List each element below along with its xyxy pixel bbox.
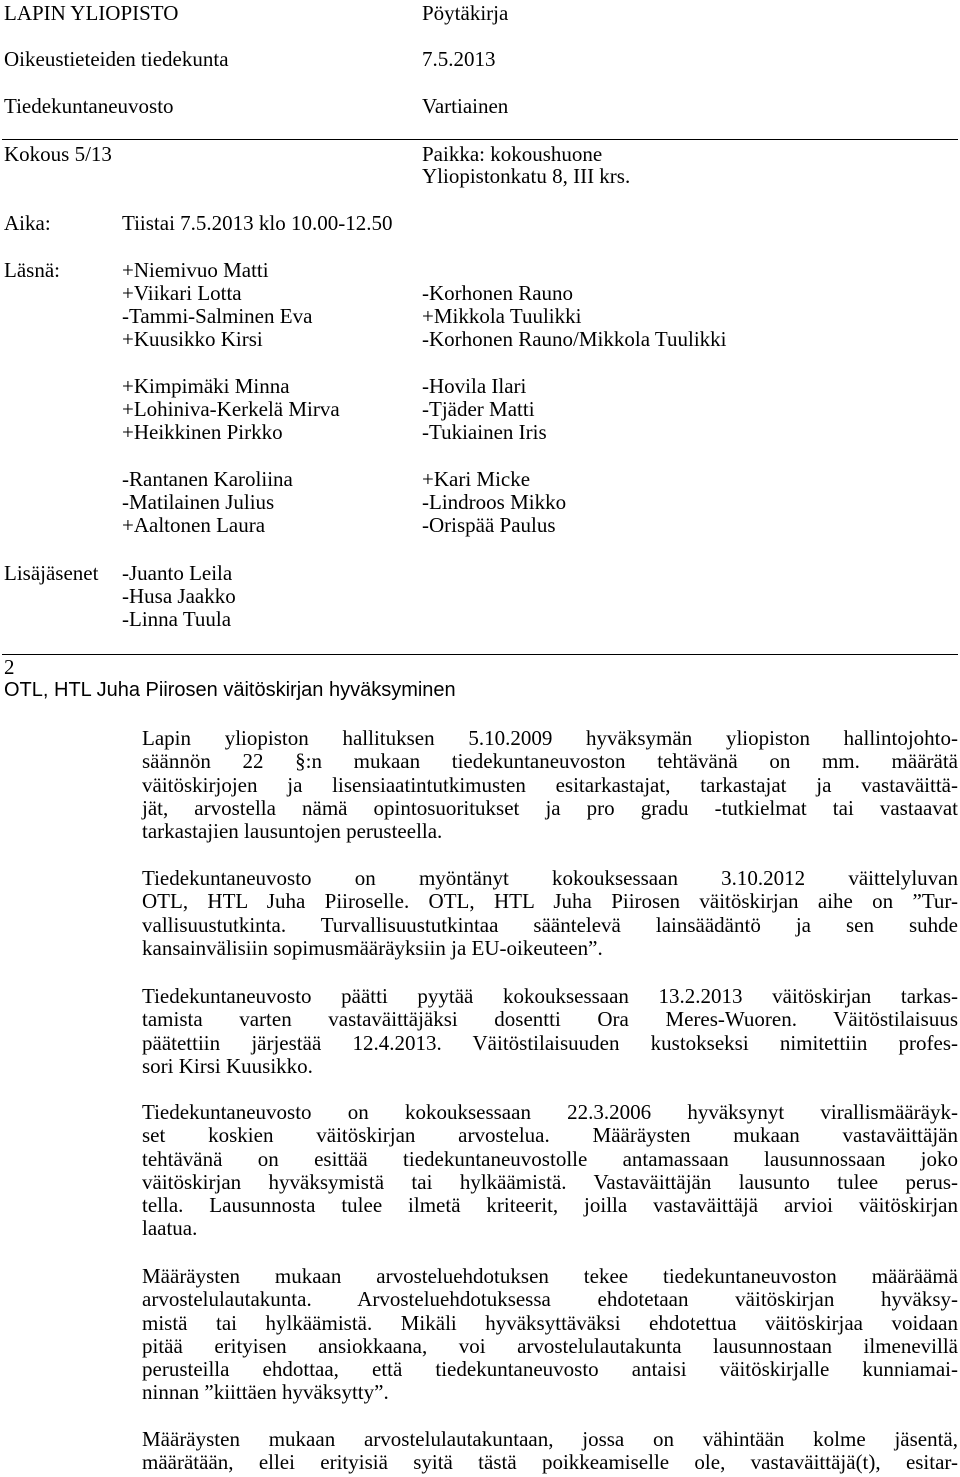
extra-members-label: Lisäjäsenet: [4, 561, 99, 585]
extra-member: -Juanto Leila: [122, 561, 233, 585]
faculty-name: Oikeustieteiden tiedekunta: [4, 47, 229, 71]
paragraph-line: kansainvälisiin sopimusmääräyksiin ja EU-oikeuteen”.: [142, 935, 603, 960]
paragraph-line: vallisuustutkinta. Turvallisuustutkintaa sääntelevä lainsäädäntö ja sen suhde: [142, 912, 958, 937]
paragraph-line: mistä tai hylkäämistä. Mikäli hyväksyttäväksi ehdotettua väitöskirjaa voidaan: [142, 1310, 958, 1335]
document-type: Pöytäkirja: [422, 1, 509, 25]
meeting-number: Kokous 5/13: [4, 142, 112, 166]
attendee: -Lindroos Mikko: [422, 490, 567, 514]
paragraph: [142, 985, 958, 1078]
paragraph: [142, 1101, 958, 1241]
paragraph-line: tella. Lausunnosta tulee ilmetä kriteerit, joilla vastaväittäjä arvioi väitöskirjan: [142, 1193, 958, 1218]
organization-name: LAPIN YLIOPISTO: [4, 1, 179, 25]
paragraph-line: tehtävänä on esittää tiedekuntaneuvostolle antamassaan lausunnossaan joko: [142, 1146, 958, 1171]
meeting-place: Paikka: kokoushuone: [422, 142, 603, 166]
attendee: +Aaltonen Laura: [122, 513, 266, 537]
attendee: -Korhonen Rauno/Mikkola Tuulikki: [422, 327, 727, 351]
attendee: +Niemivuo Matti: [122, 258, 269, 282]
extra-member: -Husa Jaakko: [122, 584, 236, 608]
paragraph-line: laatua.: [142, 1216, 198, 1241]
attendee: +Viikari Lotta: [122, 281, 242, 305]
paragraph-line: Lapin yliopiston hallituksen 5.10.2009 hyväksymän yliopiston hallintojohto-: [142, 726, 958, 750]
attendee: -Orispää Paulus: [422, 513, 556, 537]
paragraph-line: jät, arvostella nämä opintosuoritukset ja pro gradu -tutkielmat tai vastaavat: [142, 795, 958, 820]
time-label: Aika:: [4, 211, 51, 235]
paragraph-line: määrätään, ellei erityisiä syitä tästä poikkeamiselle ole, vastaväittäjä(t), esitar-: [142, 1450, 958, 1475]
attendee: -Tukiainen Iris: [422, 420, 547, 444]
attendee: +Kimpimäki Minna: [122, 374, 290, 398]
item-title: OTL, HTL Juha Piirosen väitöskirjan hyväksyminen: [4, 679, 456, 701]
paragraph-line: sori Kirsi Kuusikko.: [142, 1053, 313, 1078]
paragraph-line: päätettiin järjestää 12.4.2013. Väitöstilaisuuden kustokseksi nimitettiin profes-: [142, 1030, 958, 1055]
header-divider: [2, 139, 958, 140]
attendee: +Mikkola Tuulikki: [422, 304, 582, 328]
paragraph-line: Tiedekuntaneuvosto on myöntänyt kokouksessaan 3.10.2012 väittelyluvan: [142, 866, 958, 890]
extra-member: -Linna Tuula: [122, 607, 232, 631]
attendee: -Matilainen Julius: [122, 490, 275, 514]
paragraph-line: set koskien väitöskirjan arvostelua. Määräysten mukaan vastaväittäjän: [142, 1123, 958, 1148]
meeting-address: Yliopistonkatu 8, III krs.: [422, 164, 631, 188]
paragraph-line: väitöskirjojen ja lisensiaatintutkimusten esitarkastajat, tarkastajat ja vastaväittä-: [142, 772, 958, 797]
security-label: Vartiainen: [422, 94, 509, 118]
governing-body: Tiedekuntaneuvosto: [4, 94, 174, 118]
attendance-label: Läsnä:: [4, 258, 60, 282]
document-date: 7.5.2013: [422, 47, 496, 71]
attendee: -Hovila Ilari: [422, 374, 527, 398]
paragraph: [142, 727, 958, 843]
paragraph-line: väitöskirjan hyväksymistä tai hylkäämistä. Vastaväittäjän lausunto tulee perus-: [142, 1169, 958, 1194]
paragraph: [142, 1265, 958, 1405]
item-number: 2: [4, 655, 15, 679]
paragraph-line: Määräysten mukaan arvosteluehdotuksen tekee tiedekuntaneuvoston määräämä: [142, 1264, 958, 1288]
paragraph: [142, 1428, 958, 1475]
attendee: -Tammi-Salminen Eva: [122, 304, 313, 328]
attendee: +Lohiniva-Kerkelä Mirva: [122, 397, 340, 421]
attendee: -Rantanen Karoliina: [122, 467, 293, 491]
paragraph-line: arvostelulautakunta. Arvosteluehdotuksessa ehdotetaan väitöskirjan hyväksy-: [142, 1287, 958, 1312]
attendee: -Tjäder Matti: [422, 397, 535, 421]
paragraph-line: OTL, HTL Juha Piiroselle. OTL, HTL Juha Piirosen väitöskirjan aihe on ”Tur-: [142, 889, 958, 914]
paragraph-line: pitää erityisen ansiokkaana, voi arvostelulautakunta lausunnostaan ilmenevillä: [142, 1333, 958, 1358]
attendee: -Korhonen Rauno: [422, 281, 574, 305]
paragraph: [142, 867, 958, 960]
paragraph-line: ninnan ”kiittäen hyväksytty”.: [142, 1380, 389, 1405]
attendee: +Heikkinen Pirkko: [122, 420, 283, 444]
paragraph-line: tamista varten vastaväittäjäksi dosentti Ora Meres-Wuoren. Väitöstilaisuus: [142, 1007, 958, 1032]
time-value: Tiistai 7.5.2013 klo 10.00-12.50: [122, 211, 393, 235]
paragraph-line: perusteilla ehdottaa, että tiedekuntaneuvosto antaisi väitöskirjalle kunniamai-: [142, 1357, 958, 1382]
paragraph-line: Tiedekuntaneuvosto on kokouksessaan 22.3.2006 hyväksynyt virallismääräyk-: [142, 1100, 958, 1124]
paragraph-line: Määräysten mukaan arvostelulautakuntaan, jossa on vähintään kolme jäsentä,: [142, 1427, 958, 1451]
item-divider: [2, 654, 958, 655]
attendee: +Kuusikko Kirsi: [122, 327, 263, 351]
paragraph-line: Tiedekuntaneuvosto päätti pyytää kokouksessaan 13.2.2013 väitöskirjan tarkas-: [142, 984, 958, 1008]
paragraph-line: tarkastajien lausuntojen perusteella.: [142, 819, 443, 844]
paragraph-line: säännön 22 §:n mukaan tiedekuntaneuvoston tehtävänä on mm. määrätä: [142, 749, 958, 774]
attendee: +Kari Micke: [422, 467, 531, 491]
